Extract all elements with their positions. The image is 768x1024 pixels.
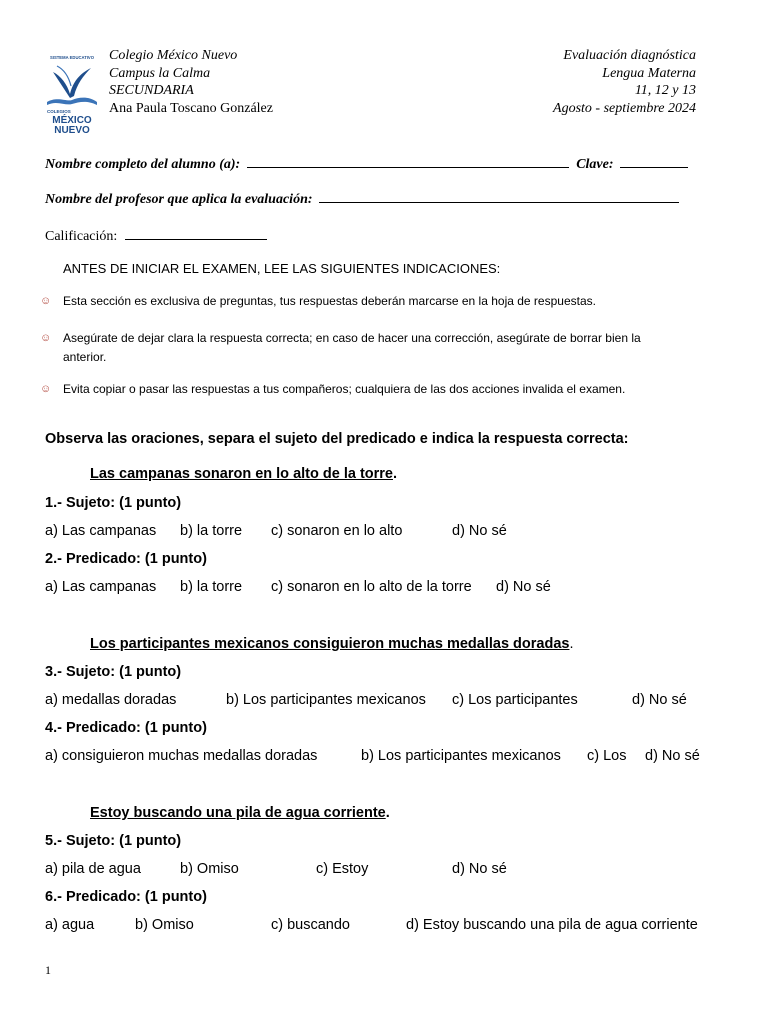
sentence-period: . <box>385 805 390 821</box>
sentence-period: . <box>392 466 398 482</box>
q1-option-b[interactable]: b) la torre <box>180 523 243 539</box>
sentence-text: Las campanas sonaron en lo alto de la torre <box>90 466 393 482</box>
header-right <box>553 47 696 117</box>
q2-option-c[interactable]: c) sonaron en lo alto de la torre <box>271 579 472 595</box>
clave-label: Clave: <box>576 157 614 172</box>
question-2-label: 2.- Predicado: (1 punto) <box>45 551 207 567</box>
campus-name: Campus la Calma <box>109 65 211 81</box>
sentence-text: Estoy buscando una pila de agua corriente <box>90 805 386 821</box>
q5-option-b[interactable]: b) Omiso <box>180 861 239 877</box>
school-logo <box>43 52 101 138</box>
bird-icon <box>53 68 91 98</box>
q4-option-c[interactable]: c) Los <box>587 748 627 764</box>
student-name-label: Nombre completo del alumno (a): <box>45 157 241 172</box>
q6-option-b[interactable]: b) Omiso <box>135 917 194 933</box>
sentence-3 <box>90 805 390 821</box>
school-logo-graphic <box>43 52 101 138</box>
question-5-label: 5.- Sujeto: (1 punto) <box>45 833 182 849</box>
q3-option-c[interactable]: c) Los participantes <box>452 692 578 708</box>
calificacion-row <box>45 226 267 245</box>
q2-option-b[interactable]: b) la torre <box>180 579 243 595</box>
instruction-item <box>40 329 683 367</box>
q5-option-a[interactable]: a) pila de agua <box>45 861 141 877</box>
q6-option-c[interactable]: c) buscando <box>271 917 350 933</box>
instructions-title: ANTES DE INICIAR EL EXAMEN, LEE LAS SIGUIENTES INDICACIONES: <box>63 261 501 276</box>
header-left <box>109 47 273 117</box>
q2-option-a[interactable]: a) Las campanas <box>45 579 157 595</box>
logo-mexico-text: MÉXICO <box>52 115 92 126</box>
q3-option-b[interactable]: b) Los participantes mexicanos <box>226 692 426 708</box>
profesor-label: Nombre del profesor que aplica la evaluación: <box>45 192 313 207</box>
question-1-label: 1.- Sujeto: (1 punto) <box>45 495 182 511</box>
q5-option-c[interactable]: c) Estoy <box>316 861 369 877</box>
student-name-row <box>45 154 688 173</box>
logo-top-text: SISTEMA EDUCATIVO <box>50 55 94 60</box>
calificacion-label: Calificación: <box>45 229 118 244</box>
q1-option-c[interactable]: c) sonaron en lo alto <box>271 523 403 539</box>
sentence-text: Los participantes mexicanos consiguieron muchas medallas doradas <box>90 636 570 652</box>
q2-option-d[interactable]: d) No sé <box>496 579 551 595</box>
school-name: Colegio México Nuevo <box>109 48 238 63</box>
q4-option-a[interactable]: a) consiguieron muchas medallas doradas <box>45 748 318 764</box>
calificacion-field[interactable] <box>125 226 267 240</box>
profesor-row <box>45 189 679 208</box>
question-4-label: 4.- Predicado: (1 punto) <box>45 720 207 736</box>
period: Agosto - septiembre 2024 <box>553 100 696 116</box>
question-3-label: 3.- Sujeto: (1 punto) <box>45 664 182 680</box>
instruction-text: Esta sección es exclusiva de preguntas, tus respuestas deberán marcarse en la hoja de respuestas. <box>63 294 596 308</box>
smiley-icon: ☺ <box>40 295 52 307</box>
clave-field[interactable] <box>620 154 688 168</box>
student-name-field[interactable] <box>247 154 569 168</box>
question-6-label: 6.- Predicado: (1 punto) <box>45 889 207 905</box>
q1-option-d[interactable]: d) No sé <box>452 523 507 539</box>
sentence-period: . <box>569 636 574 652</box>
q6-option-a[interactable]: a) agua <box>45 917 95 933</box>
groups: 11, 12 y 13 <box>634 83 696 98</box>
page-number: 1 <box>45 963 51 977</box>
q3-option-a[interactable]: a) medallas doradas <box>45 692 177 708</box>
instruction-text: Asegúrate de dejar clara la respuesta correcta; en caso de hacer una corrección, asegúrate de borrar bien la anterior. <box>63 331 641 364</box>
sentence-1 <box>90 466 397 482</box>
q4-option-d[interactable]: d) No sé <box>645 748 700 764</box>
profesor-field[interactable] <box>319 189 679 203</box>
logo-nuevo-text: NUEVO <box>54 125 90 136</box>
section-title: Observa las oraciones, separa el sujeto del predicado e indica la respuesta correcta: <box>45 431 629 447</box>
logo-colegios-text: COLEGIOS <box>47 109 71 114</box>
school-level: SECUNDARIA <box>109 83 194 98</box>
evaluation-title: Evaluación diagnóstica <box>563 48 696 63</box>
q1-option-a[interactable]: a) Las campanas <box>45 523 157 539</box>
smiley-icon: ☺ <box>40 383 52 395</box>
q6-option-d[interactable]: d) Estoy buscando una pila de agua corriente <box>406 917 698 933</box>
subject-name: Lengua Materna <box>602 65 696 81</box>
q5-option-d[interactable]: d) No sé <box>452 861 507 877</box>
instruction-item <box>40 292 703 311</box>
q4-option-b[interactable]: b) Los participantes mexicanos <box>361 748 561 764</box>
instruction-text: Evita copiar o pasar las respuestas a tus compañeros; cualquiera de las dos acciones invalida el examen. <box>63 382 626 396</box>
instruction-item <box>40 380 703 399</box>
q3-option-d[interactable]: d) No sé <box>632 692 687 708</box>
teacher-name: Ana Paula Toscano González <box>109 100 273 116</box>
sentence-2 <box>90 636 574 652</box>
book-icon <box>47 98 97 105</box>
smiley-icon: ☺ <box>40 332 52 344</box>
